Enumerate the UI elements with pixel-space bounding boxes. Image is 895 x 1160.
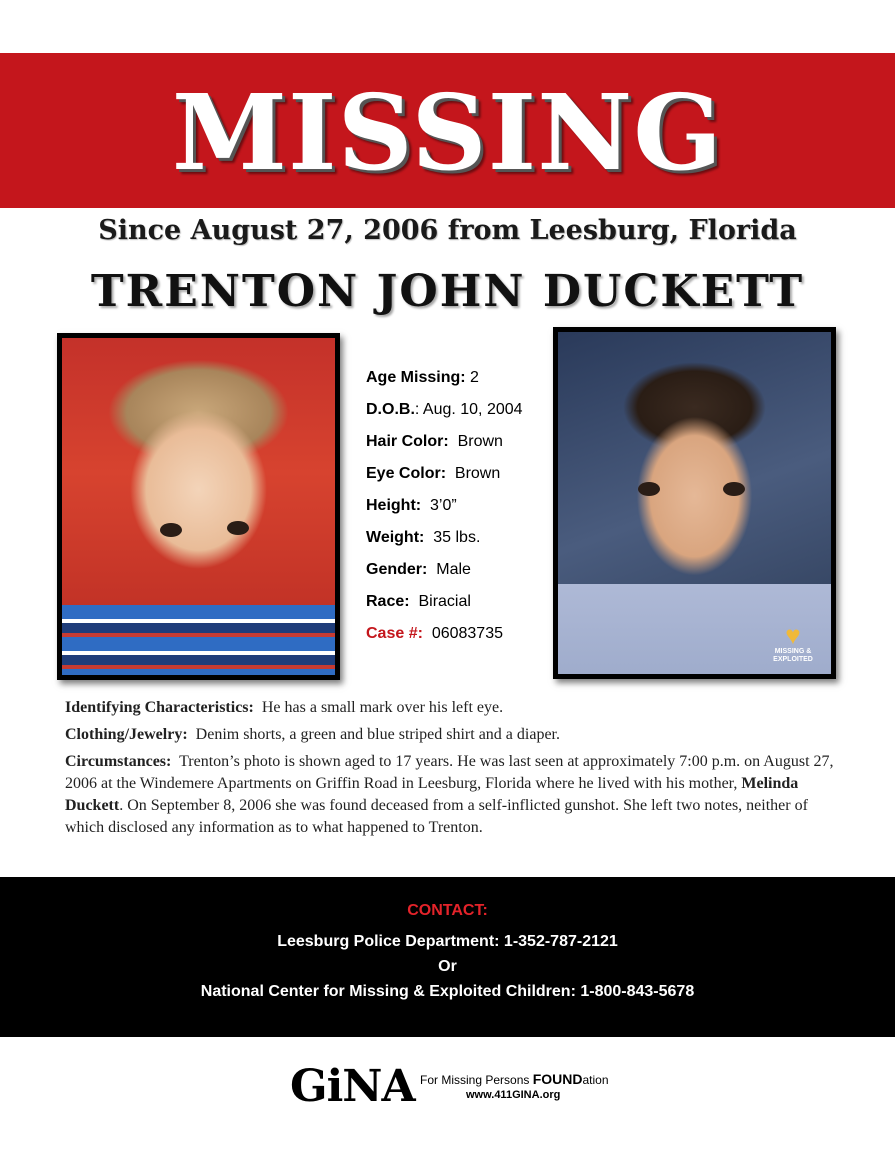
detail-case: Case #: 06083735 [366, 625, 503, 642]
circumstances: Circumstances: Trenton’s photo is shown aged to 17 years. He was last seen at approximately 7:00 p.m. on August 27, 2006 at the Windemere Apartments on Griffin Road in Leesburg, Florida where he lived with his mother, Melinda Duckett. On September 8, 2006 she was found deceased from a self-inflicted gunshot. She left two notes, neither of which disclosed any information as to what happened to Trenton. [65, 753, 834, 836]
detail-weight: Weight: 35 lbs. [366, 529, 481, 546]
detail-age: Age Missing: 2 [366, 369, 479, 386]
heart-icon: ♥ [785, 620, 801, 650]
age-photo-eye-left [638, 482, 660, 496]
case-description [65, 697, 835, 844]
child-photo-eye-right [227, 521, 249, 535]
gina-tagline: For Missing Persons FOUNDation [420, 1071, 609, 1087]
clothing-jewelry: Clothing/Jewelry: Denim shorts, a green and blue striped shirt and a diaper. [65, 726, 560, 743]
child-photo [57, 333, 340, 680]
detail-dob: D.O.B.: Aug. 10, 2004 [366, 401, 523, 418]
contact-label: CONTACT: [407, 902, 488, 919]
age-progressed-photo [553, 327, 836, 679]
identifying-characteristics: Identifying Characteristics: He has a small mark over his left eye. [65, 699, 504, 716]
detail-height: Height: 3’0” [366, 497, 457, 514]
gina-logo: GiNA [290, 1061, 415, 1112]
gina-url[interactable]: www.411GINA.org [466, 1089, 561, 1101]
child-photo-eye-left [160, 523, 182, 537]
missing-since-line: Since August 27, 2006 from Leesburg, Florida [98, 215, 797, 246]
detail-gender: Gender: Male [366, 561, 471, 578]
ncmec-logo [763, 612, 823, 664]
detail-race: Race: Biracial [366, 593, 471, 610]
contact-ncmec: National Center for Missing & Exploited Children: 1-800-843-5678 [200, 983, 695, 1000]
contact-police: Leesburg Police Department: 1-352-787-2121 [277, 933, 618, 950]
detail-hair: Hair Color: Brown [366, 433, 503, 450]
person-details [366, 362, 546, 650]
missing-title: MISSING [171, 71, 724, 194]
contact-or: Or [438, 958, 457, 975]
contact-panel [0, 877, 895, 1037]
missing-person-name: TRENTON JOHN DUCKETT [90, 266, 805, 317]
detail-eye: Eye Color: Brown [366, 465, 501, 482]
ncmec-logo-text: MISSING & EXPLOITED [773, 648, 813, 663]
age-photo-eye-right [723, 482, 745, 496]
child-photo-shirt [62, 605, 335, 675]
